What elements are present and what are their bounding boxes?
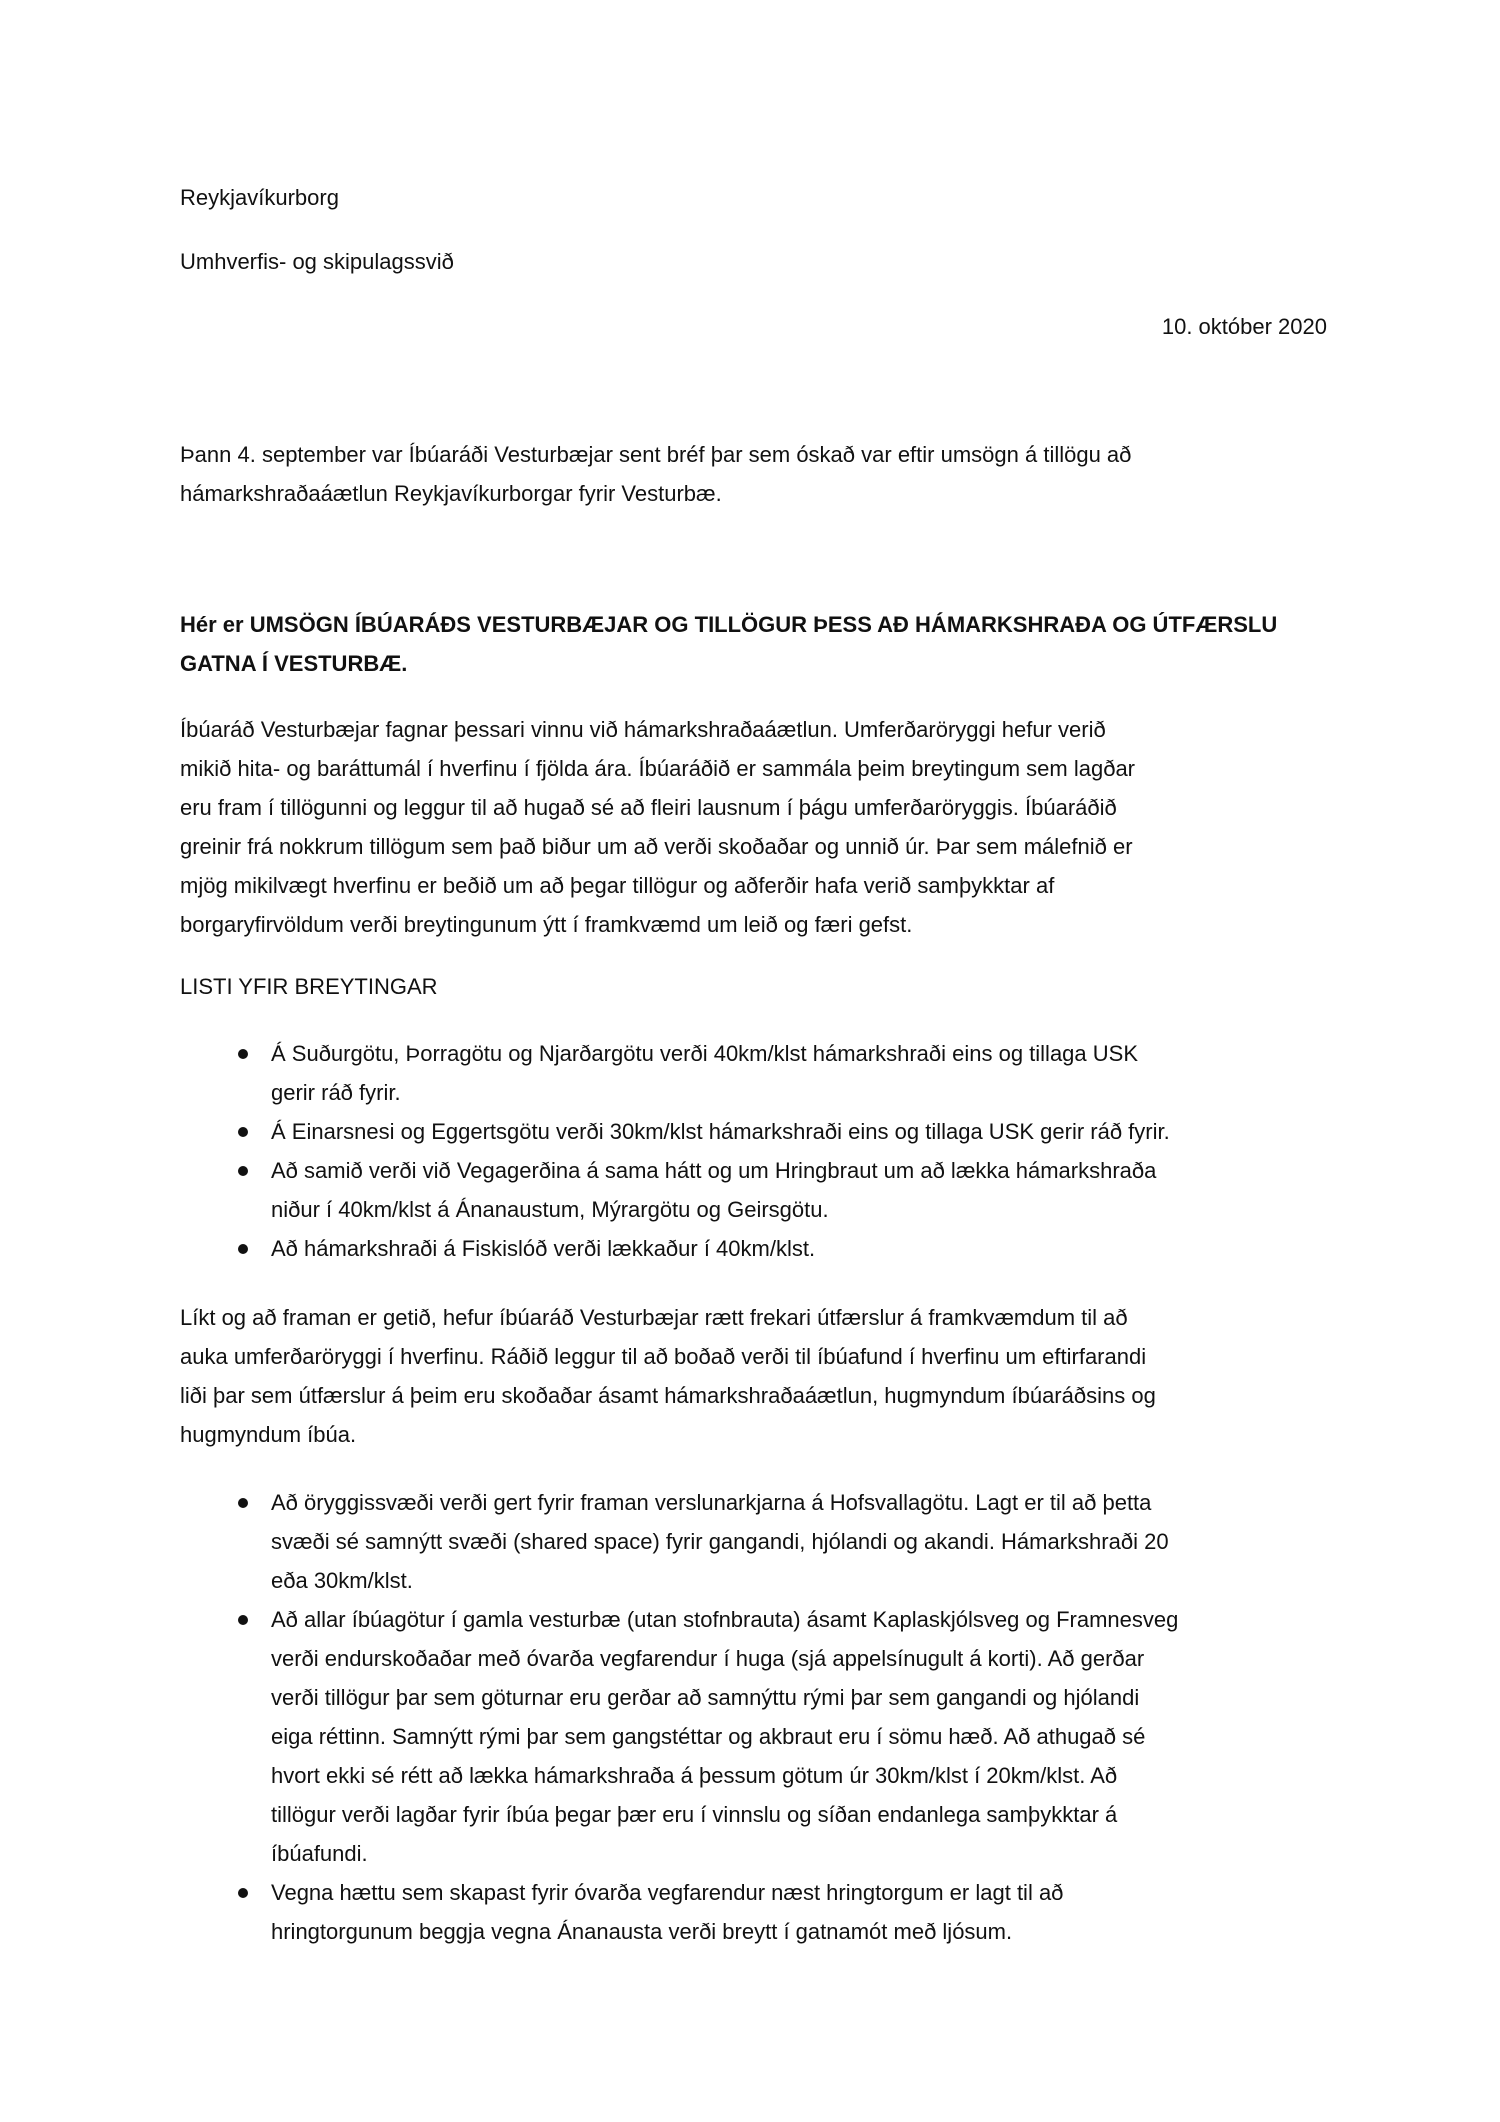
text-line: greinir frá nokkrum tillögum sem það biður um að verði skoðaðar og unnið úr. Þar sem málefnið er xyxy=(180,834,1133,859)
list-item-line: eða 30km/klst. xyxy=(271,1568,413,1593)
list-item-line: Að hámarkshraði á Fiskislóð verði lækkaður í 40km/klst. xyxy=(271,1236,816,1261)
text-line: Hér er UMSÖGN ÍBÚARÁÐS VESTURBÆJAR OG TILLÖGUR ÞESS AÐ HÁMARKSHRAÐA OG ÚTFÆRSLU xyxy=(180,612,1278,637)
text-line: borgaryfirvöldum verði breytingunum ýtt í framkvæmd um leið og færi gefst. xyxy=(180,912,913,937)
list-item-line: Að allar íbúagötur í gamla vesturbæ (utan stofnbrauta) ásamt Kaplaskjólsveg og Framnesveg xyxy=(271,1607,1179,1632)
list-title-text: LISTI YFIR BREYTINGAR xyxy=(180,974,438,999)
text-line: auka umferðaröryggi í hverfinu. Ráðið leggur til að boðað verði til íbúafund í hverfinu um eftirfarandi xyxy=(180,1344,1147,1369)
list-item-line: hvort ekki sé rétt að lækka hámarkshraða á þessum götum úr 30km/klst í 20km/klst. Að xyxy=(271,1763,1118,1788)
text-line: hámarkshraðaáætlun Reykjavíkurborgar fyrir Vesturbæ. xyxy=(180,481,722,506)
bullet-icon xyxy=(238,1049,248,1059)
list-item-line: Á Einarsnesi og Eggertsgötu verði 30km/klst hámarkshraði eins og tillaga USK gerir ráð fyrir. xyxy=(271,1119,1170,1144)
bullet-icon xyxy=(238,1615,248,1625)
text-line: eru fram í tillögunni og leggur til að hugað sé að fleiri lausnum í þágu umferðaröryggis. Íbúaráðið xyxy=(180,795,1117,820)
text-line: mikið hita- og baráttumál í hverfinu í fjölda ára. Íbúaráðið er sammála þeim breytingum sem lagðar xyxy=(180,756,1136,781)
list-item-line: svæði sé samnýtt svæði (shared space) fyrir gangandi, hjólandi og akandi. Hámarkshraði 20 xyxy=(271,1529,1169,1554)
bullet-icon xyxy=(238,1166,248,1176)
list-item-line: verði endurskoðaðar með óvarða vegfarendur í huga (sjá appelsínugult á korti). Að gerðar xyxy=(271,1646,1145,1671)
letter-date: 10. október 2020 xyxy=(1161,314,1327,339)
bullet-icon xyxy=(238,1888,248,1898)
list-item-line: íbúafundi. xyxy=(271,1841,368,1866)
recipient-text: Reykjavíkurborg xyxy=(180,185,339,210)
list-item-line: Að samið verði við Vegagerðina á sama hátt og um Hringbraut um að lækka hámarkshraða xyxy=(271,1158,1157,1183)
bullet-icon xyxy=(238,1498,248,1508)
text-line: GATNA Í VESTURBÆ. xyxy=(180,651,408,676)
bullet-icon xyxy=(238,1127,248,1137)
text-line: mjög mikilvægt hverfinu er beðið um að þegar tillögur og aðferðir hafa verið samþykktar af xyxy=(180,873,1055,898)
text-line: Þann 4. september var Íbúaráði Vesturbæjar sent bréf þar sem óskað var eftir umsögn á tillögu að xyxy=(180,442,1132,467)
list-item-line: Á Suðurgötu, Þorragötu og Njarðargötu verði 40km/klst hámarkshraði eins og tillaga USK xyxy=(271,1041,1139,1066)
text-line: Íbúaráð Vesturbæjar fagnar þessari vinnu við hámarkshraðaáætlun. Umferðaröryggi hefur verið xyxy=(180,717,1106,742)
list-item-line: verði tillögur þar sem göturnar eru gerðar að samnýttu rými þar sem gangandi og hjólandi xyxy=(271,1685,1140,1710)
list-item-line: gerir ráð fyrir. xyxy=(271,1080,401,1105)
text-line: liði þar sem útfærslur á þeim eru skoðaðar ásamt hámarkshraðaáætlun, hugmyndum íbúaráðsins og xyxy=(180,1383,1156,1408)
list-item-line: eiga réttinn. Samnýtt rými þar sem gangstéttar og akbraut eru í sömu hæð. Að athugað sé xyxy=(271,1724,1146,1749)
text-line: Líkt og að framan er getið, hefur íbúaráð Vesturbæjar rætt frekari útfærslur á framkvæmdum til að xyxy=(180,1305,1128,1330)
list-item-line: tillögur verði lagðar fyrir íbúa þegar þær eru í vinnslu og síðan endanlega samþykktar á xyxy=(271,1802,1118,1827)
list-item-line: Vegna hættu sem skapast fyrir óvarða vegfarendur næst hringtorgum er lagt til að xyxy=(271,1880,1064,1905)
list-item-line: hringtorgunum beggja vegna Ánanausta verði breytt í gatnamót með ljósum. xyxy=(271,1919,1013,1944)
department-text: Umhverfis- og skipulagssvið xyxy=(180,249,454,274)
list-item-line: Að öryggissvæði verði gert fyrir framan verslunarkjarna á Hofsvallagötu. Lagt er til að þetta xyxy=(271,1490,1152,1515)
list-item-line: niður í 40km/klst á Ánanaustum, Mýrargötu og Geirsgötu. xyxy=(271,1197,829,1222)
text-line: hugmyndum íbúa. xyxy=(180,1422,357,1447)
bullet-icon xyxy=(238,1244,248,1254)
